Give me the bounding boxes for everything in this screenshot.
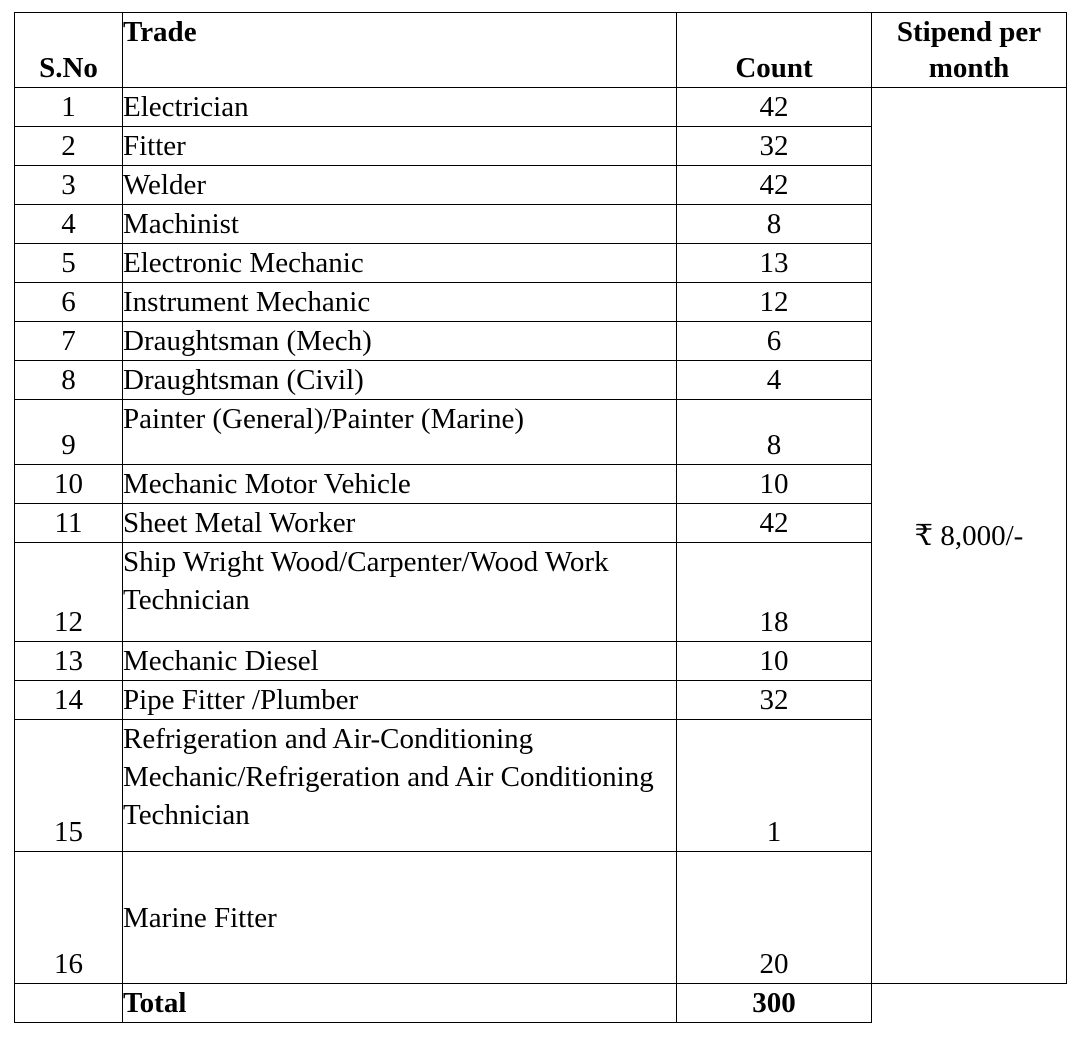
row-count: 6: [677, 322, 872, 361]
row-sno: 9: [15, 400, 123, 465]
row-sno: 16: [15, 852, 123, 984]
row-count: 20: [677, 852, 872, 984]
row-sno: 1: [15, 88, 123, 127]
row-trade: Welder: [123, 166, 677, 205]
row-count: 8: [677, 205, 872, 244]
header-row: [15, 13, 1067, 88]
row-count: 42: [677, 88, 872, 127]
header-stipend-line2: month: [928, 52, 1010, 84]
total-label: Total: [123, 984, 677, 1023]
row-sno: 13: [15, 642, 123, 681]
row-trade: Electronic Mechanic: [123, 244, 677, 283]
row-trade: Sheet Metal Worker: [123, 504, 677, 543]
row-count: 10: [677, 642, 872, 681]
row-count: 8: [677, 400, 872, 465]
row-trade: Painter (General)/Painter (Marine): [123, 400, 677, 465]
row-sno: 8: [15, 361, 123, 400]
row-sno: 7: [15, 322, 123, 361]
row-count: 13: [677, 244, 872, 283]
total-sno-empty: [15, 984, 123, 1023]
row-sno: 10: [15, 465, 123, 504]
row-trade: Mechanic Motor Vehicle: [123, 465, 677, 504]
stipend-value: ₹ 8,000/-: [872, 88, 1067, 984]
table-row: [15, 88, 1067, 127]
row-count: 12: [677, 283, 872, 322]
row-count: 42: [677, 166, 872, 205]
row-trade: Electrician: [123, 88, 677, 127]
row-sno: 2: [15, 127, 123, 166]
row-trade: Instrument Mechanic: [123, 283, 677, 322]
header-stipend-line1: Stipend per: [896, 16, 1042, 48]
row-sno: 5: [15, 244, 123, 283]
row-sno: 14: [15, 681, 123, 720]
row-trade: Refrigeration and Air-Conditioning Mechanic/Refrigeration and Air Conditioning Technician: [123, 720, 677, 852]
row-trade: Draughtsman (Mech): [123, 322, 677, 361]
row-trade: Draughtsman (Civil): [123, 361, 677, 400]
header-trade: Trade: [123, 13, 677, 88]
row-count: 4: [677, 361, 872, 400]
row-count: 1: [677, 720, 872, 852]
row-sno: 3: [15, 166, 123, 205]
row-trade: Marine Fitter: [123, 852, 677, 984]
row-count: 32: [677, 681, 872, 720]
row-trade: Fitter: [123, 127, 677, 166]
header-stipend: [872, 13, 1067, 88]
row-count: 32: [677, 127, 872, 166]
row-sno: 15: [15, 720, 123, 852]
header-sno: S.No: [15, 13, 123, 88]
header-count: Count: [677, 13, 872, 88]
trade-stipend-table: [14, 12, 1067, 1023]
total-row: [15, 984, 1067, 1023]
row-count: 42: [677, 504, 872, 543]
row-count: 10: [677, 465, 872, 504]
row-trade: Mechanic Diesel: [123, 642, 677, 681]
row-count: 18: [677, 543, 872, 642]
row-sno: 12: [15, 543, 123, 642]
row-trade: Pipe Fitter /Plumber: [123, 681, 677, 720]
row-sno: 6: [15, 283, 123, 322]
row-trade: Machinist: [123, 205, 677, 244]
row-sno: 11: [15, 504, 123, 543]
row-sno: 4: [15, 205, 123, 244]
row-trade: Ship Wright Wood/Carpenter/Wood Work Technician: [123, 543, 677, 642]
total-count: 300: [677, 984, 872, 1023]
